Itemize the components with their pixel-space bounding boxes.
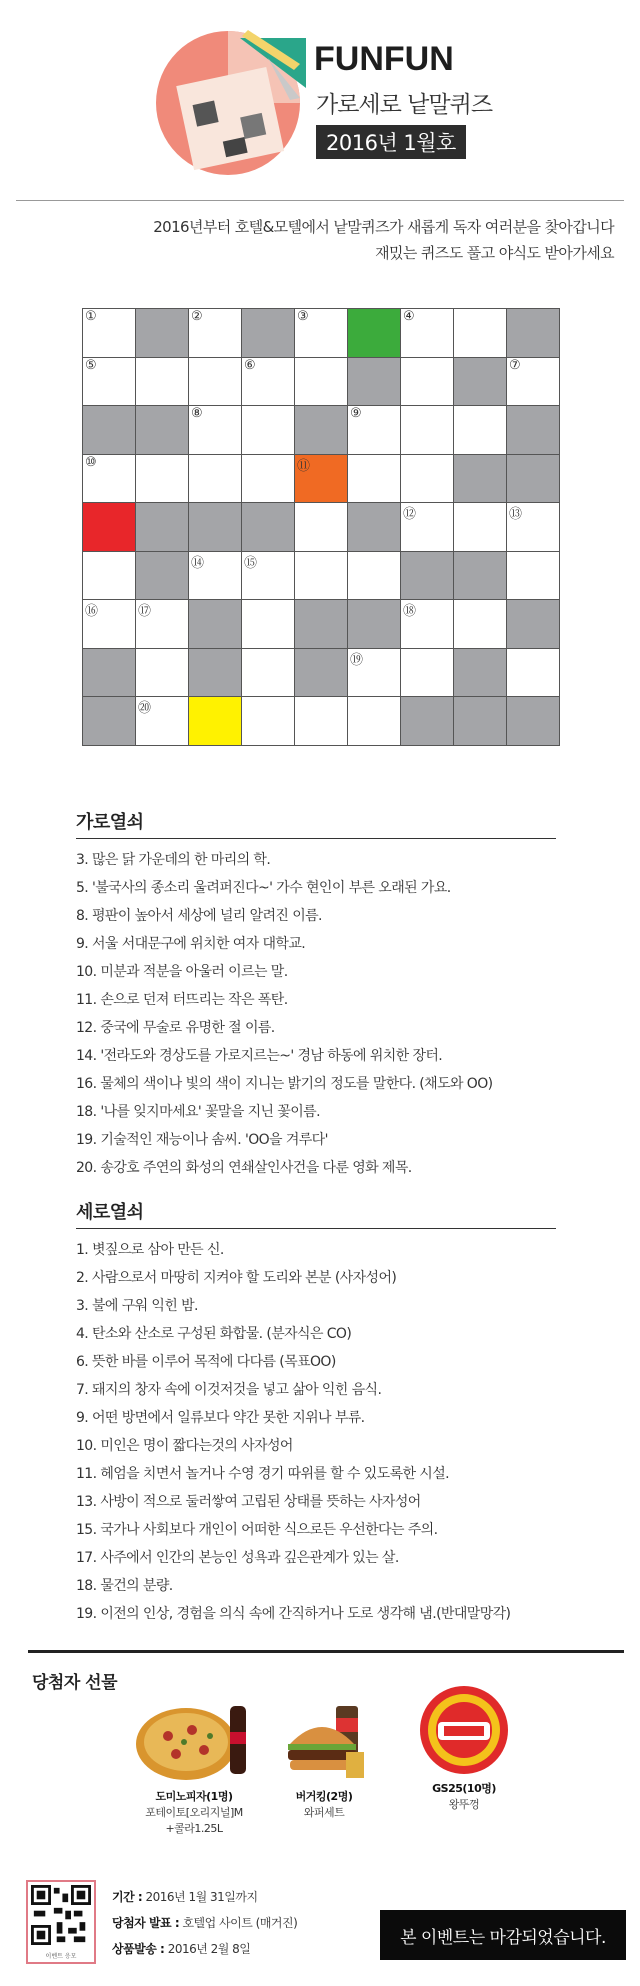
grid-block-cell (454, 358, 507, 406)
grid-cell[interactable] (401, 600, 454, 649)
grid-cell[interactable] (136, 697, 189, 746)
grid-color-cell (189, 697, 242, 746)
down-clue: 11. 헤엄을 치면서 놀거나 수영 경기 따위를 할 수 있도록한 시설. (76, 1466, 449, 1482)
clue-number: ⑳ (138, 701, 152, 716)
clue-number: ⑯ (85, 604, 99, 619)
down-clue: 18. 물건의 분량. (76, 1578, 173, 1594)
grid-cell[interactable] (83, 358, 136, 406)
down-clue: 13. 사방이 적으로 둘러쌓여 고립된 상태를 뜻하는 사자성어 (76, 1494, 421, 1510)
burger-image (276, 1700, 372, 1784)
grid-block-cell (242, 503, 295, 552)
period-label: 기간 : (112, 1890, 143, 1904)
grid-cell[interactable] (348, 697, 401, 746)
grid-block-cell (295, 406, 348, 455)
across-clue: 18. '나를 잊지마세요' 꽃말을 지닌 꽃이름. (76, 1104, 320, 1120)
grid-block-cell (295, 600, 348, 649)
grid-cell[interactable] (242, 406, 295, 455)
prize-burger (274, 1700, 374, 1821)
prize-burger-desc1: 와퍼세트 (303, 1806, 345, 1819)
grid-cell[interactable] (507, 358, 560, 406)
clue-number: ⑧ (191, 406, 203, 421)
grid-block-cell (507, 455, 560, 503)
clue-number: ⑤ (85, 358, 97, 373)
grid-block-cell (454, 697, 507, 746)
across-clue: 3. 많은 닭 가운데의 한 마리의 학. (76, 852, 271, 868)
grid-block-cell (401, 697, 454, 746)
across-clue: 16. 물체의 색이나 빛의 색이 지니는 밝기의 정도를 말한다. (채도와 OO) (76, 1076, 493, 1092)
down-clue: 3. 불에 구워 익힌 밤. (76, 1298, 198, 1314)
across-clue: 5. '불국사의 종소리 울려퍼진다~' 가수 현인이 부른 오래된 가요. (76, 880, 451, 896)
grid-cell[interactable] (348, 649, 401, 697)
brand-title: FUNFUN (314, 40, 454, 78)
grid-block-cell (136, 503, 189, 552)
intro-line-1: 2016년부터 호텔&모텔에서 낱말퀴즈가 새롭게 독자 여러분을 찾아갑니다 (153, 218, 614, 236)
prize-noodle-name: GS25(10명) (432, 1782, 496, 1795)
down-clue: 17. 사주에서 인간의 본능인 성욕과 깊은관계가 있는 살. (76, 1550, 399, 1566)
grid-block-cell (189, 503, 242, 552)
grid-cell[interactable] (242, 600, 295, 649)
across-clue-list (76, 846, 606, 1182)
clue-number: ③ (297, 309, 309, 324)
grid-cell[interactable] (454, 600, 507, 649)
clue-number: ⑫ (403, 507, 417, 522)
clue-number: ⑨ (350, 406, 362, 421)
down-clue: 10. 미인은 명이 짧다는것의 사자성어 (76, 1438, 293, 1454)
grid-block-cell (507, 600, 560, 649)
funfun-logo (148, 28, 308, 178)
grid-cell[interactable] (401, 503, 454, 552)
grid-cell[interactable] (348, 552, 401, 600)
grid-cell[interactable] (242, 358, 295, 406)
grid-cell[interactable] (242, 649, 295, 697)
clue-number: ⑥ (244, 358, 256, 373)
grid-block-cell (295, 649, 348, 697)
prize-burger-name: 버거킹(2명) (295, 1790, 353, 1803)
prize-divider (28, 1650, 624, 1653)
down-clue-list (76, 1236, 606, 1628)
across-clue: 20. 송강호 주연의 화성의 연쇄살인사건을 다룬 영화 제목. (76, 1160, 412, 1176)
grid-cell[interactable] (401, 309, 454, 358)
clue-number: ⑩ (85, 455, 97, 470)
grid-block-cell (348, 358, 401, 406)
grid-cell[interactable] (295, 503, 348, 552)
grid-cell[interactable] (295, 358, 348, 406)
clue-number: ④ (403, 309, 415, 324)
grid-block-cell (136, 309, 189, 358)
grid-cell[interactable] (136, 600, 189, 649)
grid-cell[interactable] (348, 455, 401, 503)
grid-block-cell (507, 309, 560, 358)
prize-pizza (130, 1692, 258, 1837)
down-clue: 7. 돼지의 창자 속에 이것저것을 넣고 삶아 익힌 음식. (76, 1382, 382, 1398)
clue-number: ① (85, 309, 97, 324)
across-clue: 9. 서울 서대문구에 위치한 여자 대학교. (76, 936, 306, 952)
grid-cell[interactable] (348, 406, 401, 455)
grid-cell[interactable] (189, 406, 242, 455)
grid-cell[interactable] (136, 649, 189, 697)
clue-number: ② (191, 309, 203, 324)
prize-noodle (412, 1684, 516, 1813)
across-divider (76, 838, 556, 839)
grid-cell[interactable] (83, 455, 136, 503)
ship-value: 2016년 2월 8일 (167, 1942, 251, 1956)
down-clue: 6. 뜻한 바를 이루어 목적에 다다름 (목표OO) (76, 1354, 336, 1370)
across-title: 가로열쇠 (76, 812, 144, 833)
grid-cell[interactable] (401, 649, 454, 697)
across-clue: 12. 중국에 무술로 유명한 절 이름. (76, 1020, 275, 1036)
grid-cell[interactable] (401, 358, 454, 406)
across-clue: 11. 손으로 던져 터뜨리는 작은 폭탄. (76, 992, 288, 1008)
grid-cell[interactable] (83, 552, 136, 600)
header-divider (16, 200, 624, 201)
grid-block-cell (507, 406, 560, 455)
intro-text (153, 214, 614, 266)
event-qr-code[interactable] (26, 1880, 96, 1964)
down-clue: 15. 국가나 사회보다 개인이 어떠한 식으로든 우선한다는 주의. (76, 1522, 438, 1538)
clue-number: ⑬ (509, 507, 523, 522)
prize-pizza-desc2: +콜라1.25L (165, 1822, 223, 1835)
announce-value: 호텔업 사이트 (매거진) (182, 1916, 298, 1930)
quiz-subtitle: 가로세로 낱말퀴즈 (316, 92, 493, 118)
grid-color-cell (83, 503, 136, 552)
grid-cell[interactable] (401, 455, 454, 503)
intro-line-2: 재밌는 퀴즈도 풀고 야식도 받아가세요 (375, 244, 614, 262)
clue-number: ⑮ (244, 556, 258, 571)
grid-cell[interactable] (295, 697, 348, 746)
grid-cell[interactable] (242, 697, 295, 746)
prize-pizza-name: 도미노피자(1명) (155, 1790, 233, 1803)
event-period (112, 1888, 258, 1905)
event-shipping (112, 1940, 250, 1957)
down-clue: 1. 볏짚으로 삼아 만든 신. (76, 1242, 224, 1258)
event-closed-banner: 본 이벤트는 마감되었습니다. (380, 1910, 626, 1960)
clue-number: ⑱ (403, 604, 417, 619)
crossword-grid (82, 308, 560, 746)
grid-block-cell (348, 600, 401, 649)
prize-pizza-desc1: 포테이토[오리지널]M (145, 1806, 243, 1819)
down-clue: 4. 탄소와 산소로 구성된 화합물. (분자식은 CO) (76, 1326, 352, 1342)
grid-block-cell[interactable] (295, 455, 348, 503)
prize-noodle-desc1: 왕뚜껑 (448, 1798, 480, 1811)
grid-cell[interactable] (295, 552, 348, 600)
grid-block-cell (348, 503, 401, 552)
grid-block-cell (83, 406, 136, 455)
grid-block-cell (136, 406, 189, 455)
grid-block-cell (454, 649, 507, 697)
grid-block-cell (83, 649, 136, 697)
across-clue: 19. 기술적인 재능이나 솜씨. 'OO을 겨루다' (76, 1132, 328, 1148)
issue-badge: 2016년 1월호 (316, 125, 466, 159)
grid-cell[interactable] (136, 358, 189, 406)
grid-cell[interactable] (454, 309, 507, 358)
noodle-cup-image (416, 1684, 512, 1776)
grid-cell[interactable] (507, 552, 560, 600)
clue-number: ⑭ (191, 556, 205, 571)
grid-cell[interactable] (83, 309, 136, 358)
across-clue: 8. 평판이 높아서 세상에 널리 알려진 이름. (76, 908, 322, 924)
period-value: 2016년 1월 31일까지 (145, 1890, 258, 1904)
clue-number: ⑰ (138, 604, 152, 619)
grid-cell[interactable] (189, 309, 242, 358)
grid-block-cell (454, 455, 507, 503)
announce-label: 당첨자 발표 : (112, 1916, 180, 1930)
grid-block-cell (189, 600, 242, 649)
down-clue: 19. 이전의 인상, 경험을 의식 속에 간직하거나 도로 생각해 냄.(반대말망각) (76, 1606, 511, 1622)
grid-block-cell (401, 552, 454, 600)
across-clue: 14. '전라도와 경상도를 가로지르는~' 경남 하동에 위치한 장터. (76, 1048, 443, 1064)
pizza-image (134, 1692, 254, 1784)
grid-cell[interactable] (295, 309, 348, 358)
across-clue: 10. 미분과 적분을 아울러 이르는 말. (76, 964, 288, 980)
clue-number: ⑦ (509, 358, 521, 373)
grid-cell[interactable] (189, 552, 242, 600)
grid-cell[interactable] (454, 503, 507, 552)
grid-cell[interactable] (507, 503, 560, 552)
prize-title: 당첨자 선물 (32, 1673, 118, 1693)
grid-cell[interactable] (136, 455, 189, 503)
grid-cell[interactable] (83, 600, 136, 649)
grid-cell[interactable] (507, 649, 560, 697)
down-title: 세로열쇠 (76, 1202, 144, 1223)
grid-color-cell (348, 309, 401, 358)
down-clue: 9. 어떤 방면에서 일류보다 약간 못한 지위나 부류. (76, 1410, 365, 1426)
qr-code-icon (31, 1885, 91, 1945)
qr-caption: 이벤트 응모 (45, 1953, 77, 1960)
grid-block-cell (83, 697, 136, 746)
grid-block-cell (242, 309, 295, 358)
grid-cell[interactable] (242, 552, 295, 600)
grid-cell[interactable] (401, 406, 454, 455)
ship-label: 상품발송 : (112, 1942, 165, 1956)
event-announce (112, 1914, 297, 1931)
grid-cell[interactable] (454, 406, 507, 455)
clue-number: ⑲ (350, 653, 364, 668)
down-divider (76, 1228, 556, 1229)
grid-block-cell (189, 649, 242, 697)
grid-block-cell (136, 552, 189, 600)
clue-number: ⑪ (297, 459, 311, 474)
down-clue: 2. 사람으로서 마땅히 지켜야 할 도리와 본분 (사자성어) (76, 1270, 397, 1286)
grid-cell[interactable] (189, 455, 242, 503)
grid-cell[interactable] (242, 455, 295, 503)
grid-block-cell (507, 697, 560, 746)
grid-cell[interactable] (189, 358, 242, 406)
grid-block-cell (454, 552, 507, 600)
